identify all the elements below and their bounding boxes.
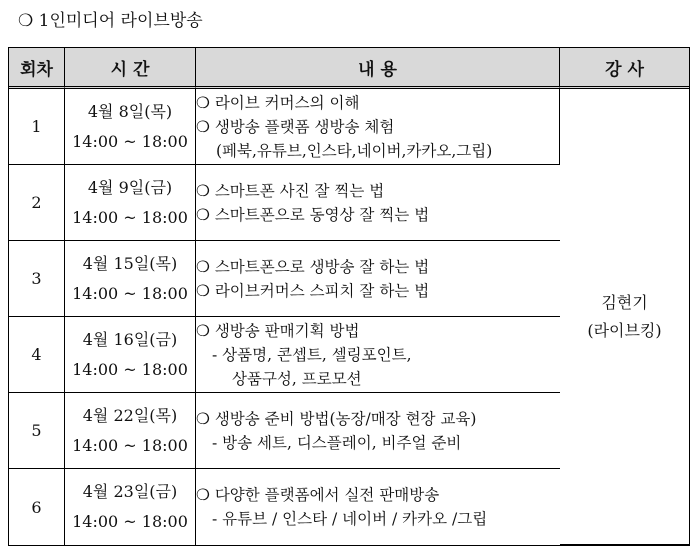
content-line: ❍ 스마트폰으로 생방송 잘 하는 법 — [196, 257, 430, 276]
instructor-cell — [560, 89, 689, 545]
session-content — [196, 165, 560, 241]
header-time: 시 간 — [65, 48, 196, 89]
session-hours: 14:00 ~ 18:00 — [72, 435, 188, 455]
session-hours: 14:00 ~ 18:00 — [72, 283, 188, 303]
session-date: 4월 22일(목) — [82, 405, 178, 425]
session-hours: 14:00 ~ 18:00 — [72, 512, 188, 531]
content-line: ❍ 다양한 플랫폼에서 실전 판매방송 — [196, 486, 440, 504]
content-line: (페북,유튜브,인스타,네이버,카카오,그립) — [216, 141, 493, 160]
session-number: 1 — [9, 89, 65, 165]
content-line: ❍ 생방송 판매기획 방법 — [196, 321, 360, 340]
schedule-table — [8, 47, 690, 546]
instructor-name: 김현기 — [601, 292, 648, 312]
session-content — [196, 393, 560, 469]
session-date: 4월 8일(목) — [87, 101, 173, 121]
session-time — [65, 89, 196, 165]
header-instructor: 강 사 — [560, 48, 689, 89]
session-hours: 14:00 ~ 18:00 — [72, 359, 188, 379]
content-line: ❍ 스마트폰 사진 잘 찍는 법 — [196, 181, 385, 200]
section-heading: ❍ 1인미디어 라이브방송 — [18, 11, 203, 31]
session-content — [196, 469, 560, 545]
session-content — [196, 89, 560, 165]
session-time — [65, 469, 196, 545]
session-time — [65, 165, 196, 241]
session-number: 5 — [9, 393, 65, 469]
session-date: 4월 9일(금) — [87, 177, 173, 197]
session-number: 6 — [9, 469, 65, 545]
content-line: ❍ 라이브 커머스의 이해 — [196, 93, 360, 112]
content-line: - 유튜브 / 인스타 / 네이버 / 카카오 /그립 — [212, 510, 488, 528]
instructor-affiliation: (라이브킹) — [587, 320, 662, 340]
header-session: 회차 — [9, 48, 65, 89]
session-hours: 14:00 ~ 18:00 — [72, 207, 188, 227]
content-line: ❍ 라이브커머스 스피치 잘 하는 법 — [196, 281, 430, 300]
session-time — [65, 241, 196, 317]
session-date: 4월 16일(금) — [82, 329, 178, 349]
session-number: 4 — [9, 317, 65, 393]
header-content: 내 용 — [196, 48, 560, 89]
header-row — [9, 48, 689, 89]
session-time — [65, 317, 196, 393]
session-number: 3 — [9, 241, 65, 317]
session-number: 2 — [9, 165, 65, 241]
content-line: ❍ 생방송 플랫폼 생방송 체험 — [196, 117, 395, 136]
session-content — [196, 317, 560, 393]
session-date: 4월 23일(금) — [82, 482, 178, 501]
table-row — [9, 89, 689, 165]
content-line: - 상품명, 콘셉트, 셀링포인트, — [212, 345, 412, 364]
session-date: 4월 15일(목) — [82, 253, 178, 273]
content-line: 상품구성, 프로모션 — [232, 369, 362, 388]
session-time — [65, 393, 196, 469]
content-line: - 방송 세트, 디스플레이, 비주얼 준비 — [212, 433, 462, 452]
content-line: ❍ 생방송 준비 방법(농장/매장 현장 교육) — [196, 409, 477, 428]
session-hours: 14:00 ~ 18:00 — [72, 131, 188, 151]
session-content — [196, 241, 560, 317]
content-line: ❍ 스마트폰으로 동영상 잘 찍는 법 — [196, 205, 430, 224]
